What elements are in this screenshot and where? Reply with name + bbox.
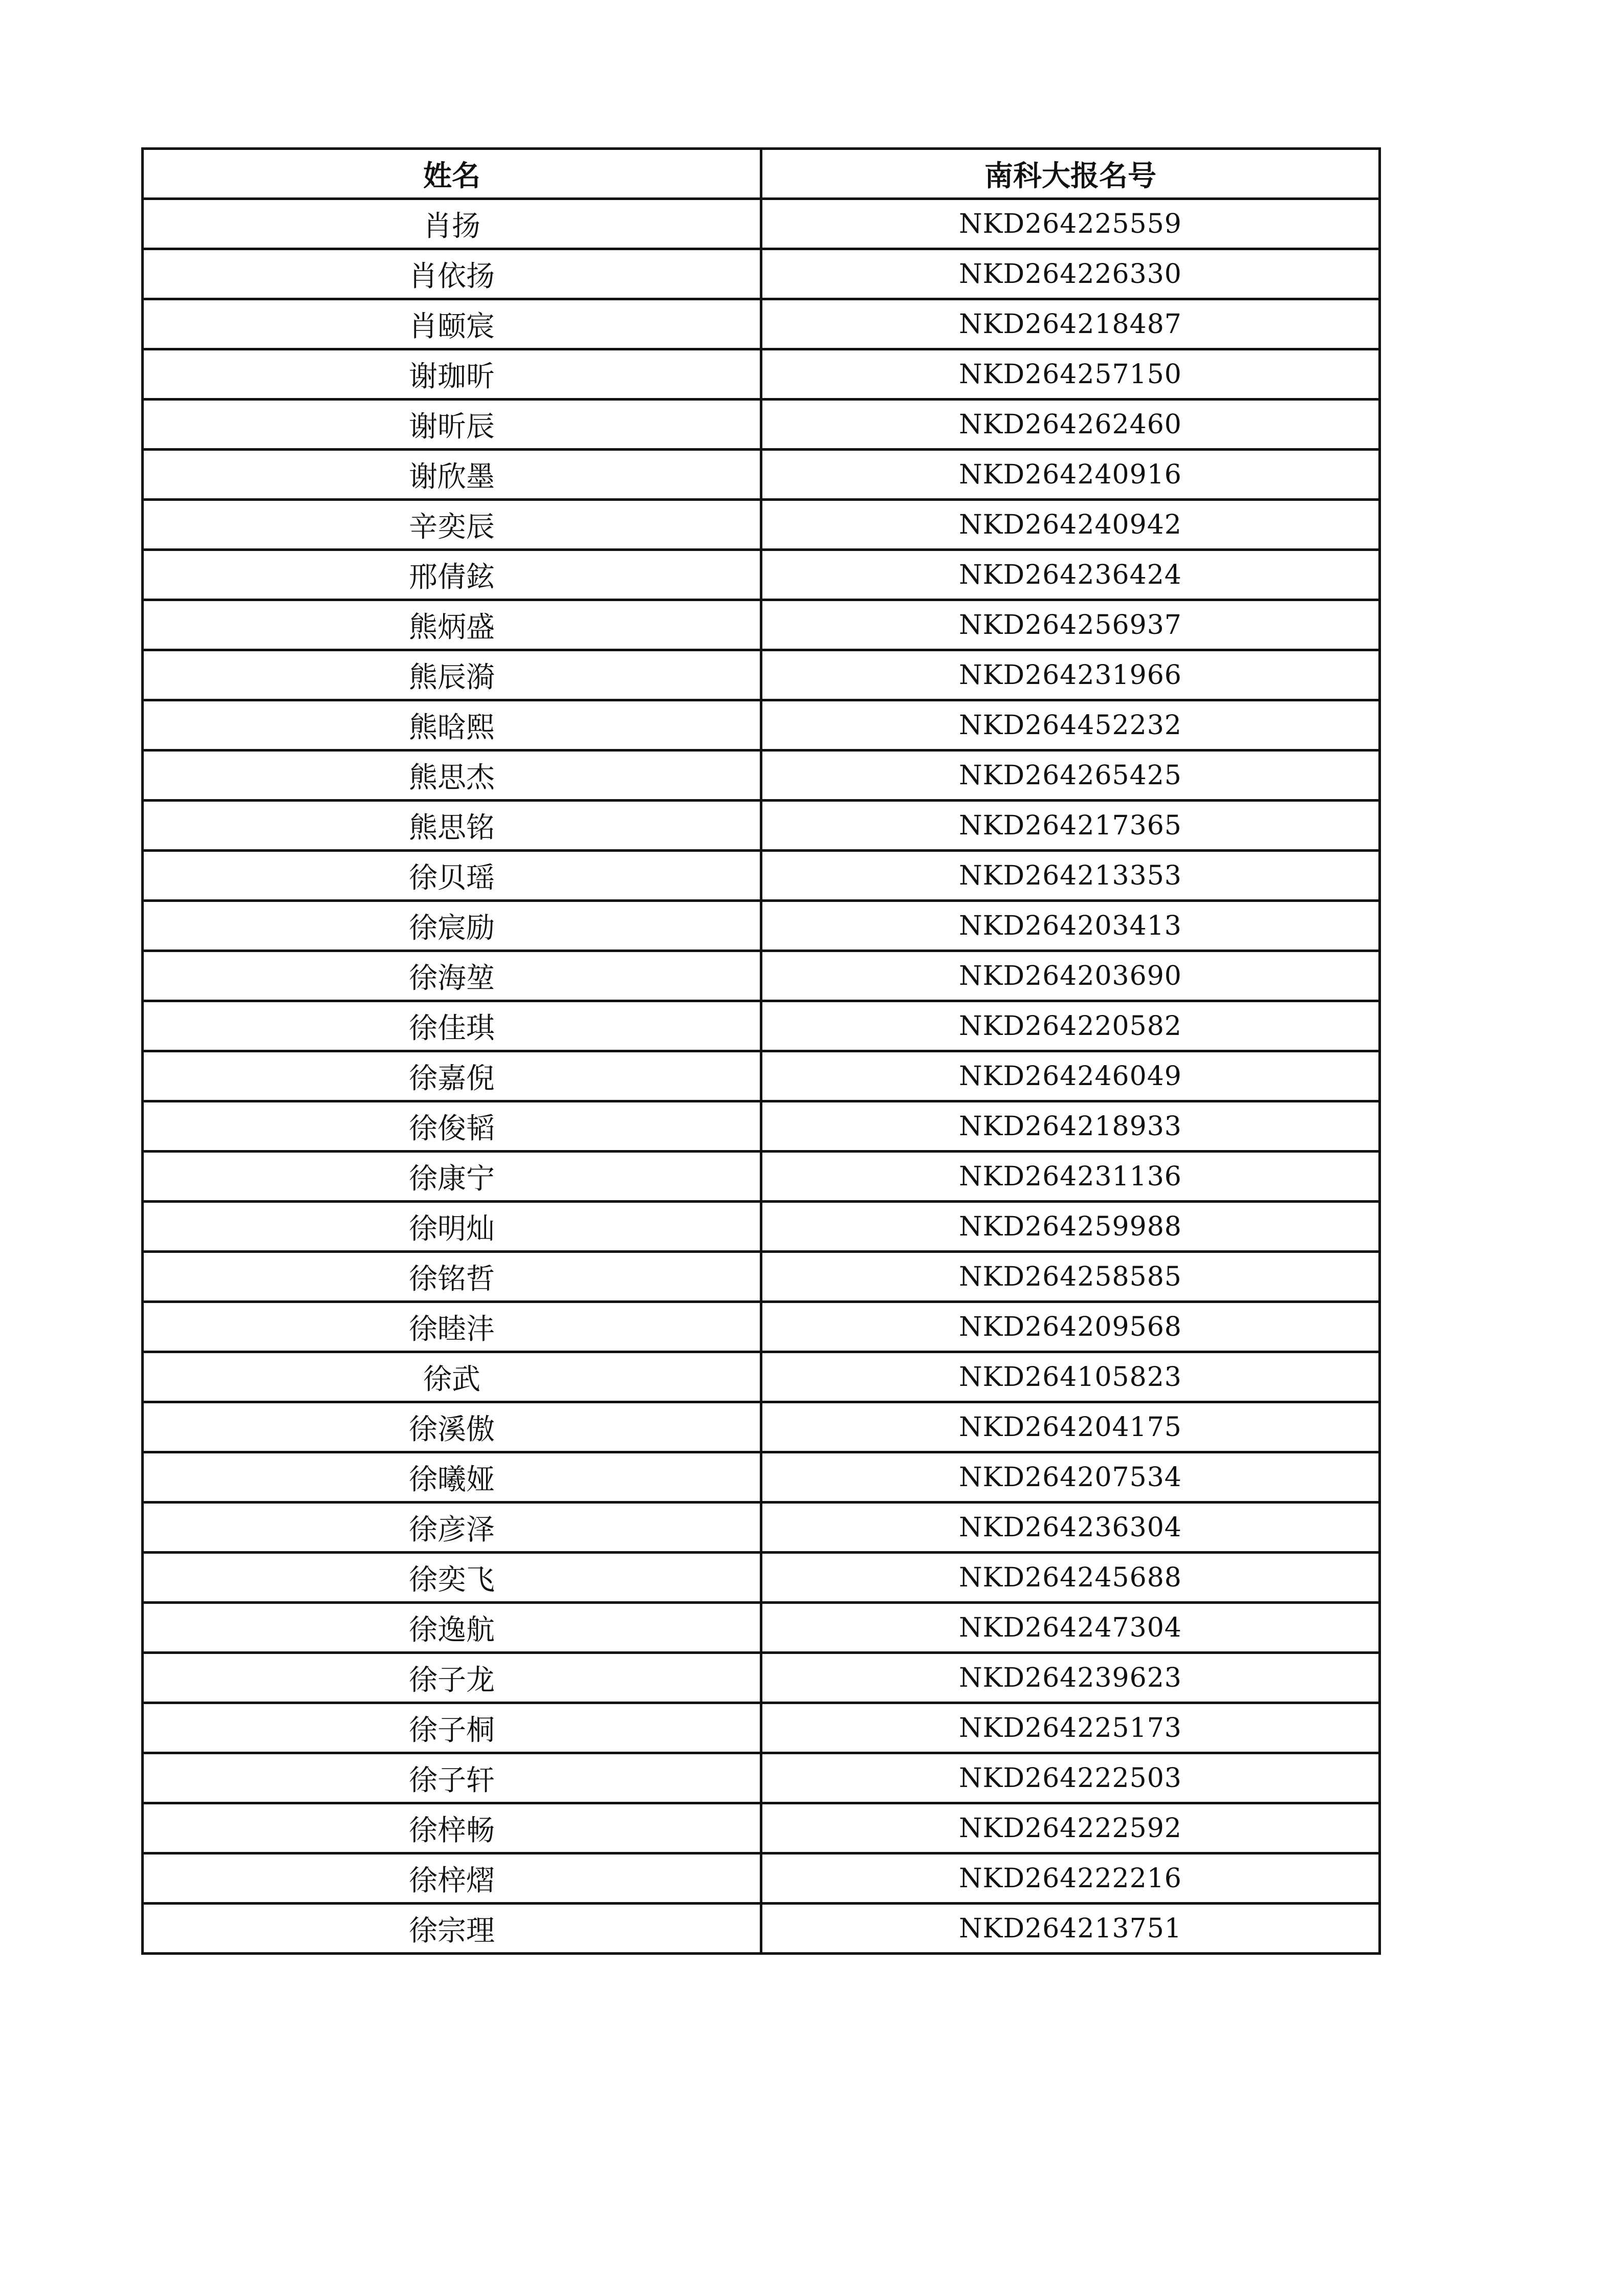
table-row [143, 500, 1380, 550]
cell-registration-number: NKD264257150 [761, 349, 1380, 400]
registration-table [141, 147, 1381, 1955]
cell-registration-number: NKD264209568 [761, 1302, 1380, 1352]
table-row [143, 1703, 1380, 1753]
cell-registration-number: NKD264204175 [761, 1402, 1380, 1452]
cell-registration-number: NKD264262460 [761, 400, 1380, 450]
cell-student-name: 徐梓畅 [143, 1803, 761, 1853]
cell-registration-number: NKD264452232 [761, 700, 1380, 750]
cell-registration-number: NKD264245688 [761, 1553, 1380, 1603]
table-row [143, 700, 1380, 750]
cell-registration-number: NKD264231966 [761, 650, 1380, 700]
cell-registration-number: NKD264213751 [761, 1904, 1380, 1954]
cell-registration-number: NKD264226330 [761, 249, 1380, 299]
table-row [143, 299, 1380, 349]
cell-student-name: 熊思铭 [143, 801, 761, 851]
table-header-row [143, 149, 1380, 199]
table-body [143, 199, 1380, 1954]
table-row [143, 600, 1380, 650]
cell-student-name: 谢珈昕 [143, 349, 761, 400]
table-row [143, 1553, 1380, 1603]
table-row [143, 1152, 1380, 1202]
cell-student-name: 徐铭哲 [143, 1252, 761, 1302]
cell-student-name: 徐曦娅 [143, 1452, 761, 1503]
cell-student-name: 徐奕飞 [143, 1553, 761, 1603]
cell-registration-number: NKD264240942 [761, 500, 1380, 550]
table-row [143, 1001, 1380, 1051]
table-row [143, 650, 1380, 700]
table-row [143, 1352, 1380, 1402]
cell-student-name: 肖扬 [143, 199, 761, 249]
cell-registration-number: NKD264225559 [761, 199, 1380, 249]
cell-student-name: 徐宗理 [143, 1904, 761, 1954]
cell-student-name: 徐佳琪 [143, 1001, 761, 1051]
cell-student-name: 徐嘉倪 [143, 1051, 761, 1101]
cell-registration-number: NKD264265425 [761, 750, 1380, 801]
table-row [143, 1402, 1380, 1452]
table-row [143, 249, 1380, 299]
table-row [143, 1302, 1380, 1352]
cell-registration-number: NKD264239623 [761, 1653, 1380, 1703]
column-header-name: 姓名 [143, 149, 761, 199]
cell-student-name: 徐海堃 [143, 951, 761, 1001]
table-row [143, 349, 1380, 400]
table-row [143, 801, 1380, 851]
cell-registration-number: NKD264203413 [761, 901, 1380, 951]
cell-student-name: 肖颐宸 [143, 299, 761, 349]
table-row [143, 851, 1380, 901]
cell-registration-number: NKD264218487 [761, 299, 1380, 349]
cell-registration-number: NKD264218933 [761, 1101, 1380, 1152]
cell-student-name: 徐溪傲 [143, 1402, 761, 1452]
table-row [143, 1202, 1380, 1252]
cell-registration-number: NKD264225173 [761, 1703, 1380, 1753]
cell-student-name: 徐明灿 [143, 1202, 761, 1252]
cell-registration-number: NKD264236424 [761, 550, 1380, 600]
table-row [143, 1051, 1380, 1101]
cell-student-name: 徐武 [143, 1352, 761, 1402]
cell-registration-number: NKD264220582 [761, 1001, 1380, 1051]
cell-student-name: 徐睦沣 [143, 1302, 761, 1352]
cell-registration-number: NKD264246049 [761, 1051, 1380, 1101]
table-row [143, 1101, 1380, 1152]
cell-registration-number: NKD264259988 [761, 1202, 1380, 1252]
cell-registration-number: NKD264236304 [761, 1503, 1380, 1553]
registration-sheet [141, 147, 1378, 1955]
cell-student-name: 熊辰漪 [143, 650, 761, 700]
table-row [143, 400, 1380, 450]
cell-student-name: 熊炳盛 [143, 600, 761, 650]
cell-student-name: 徐贝瑶 [143, 851, 761, 901]
cell-student-name: 徐康宁 [143, 1152, 761, 1202]
cell-registration-number: NKD264222592 [761, 1803, 1380, 1853]
table-row [143, 750, 1380, 801]
table-row [143, 1753, 1380, 1803]
cell-registration-number: NKD264240916 [761, 450, 1380, 500]
cell-student-name: 徐逸航 [143, 1603, 761, 1653]
cell-student-name: 谢欣墨 [143, 450, 761, 500]
table-row [143, 951, 1380, 1001]
cell-registration-number: NKD264217365 [761, 801, 1380, 851]
column-header-registration-number: 南科大报名号 [761, 149, 1380, 199]
cell-student-name: 徐彦泽 [143, 1503, 761, 1553]
cell-student-name: 熊思杰 [143, 750, 761, 801]
cell-registration-number: NKD264222216 [761, 1853, 1380, 1904]
cell-registration-number: NKD264247304 [761, 1603, 1380, 1653]
table-row [143, 1452, 1380, 1503]
table-row [143, 550, 1380, 600]
table-row [143, 1653, 1380, 1703]
cell-registration-number: NKD264213353 [761, 851, 1380, 901]
table-row [143, 1603, 1380, 1653]
cell-student-name: 徐梓熠 [143, 1853, 761, 1904]
table-row [143, 1503, 1380, 1553]
cell-registration-number: NKD264256937 [761, 600, 1380, 650]
cell-student-name: 熊晗熙 [143, 700, 761, 750]
cell-student-name: 辛奕辰 [143, 500, 761, 550]
cell-student-name: 徐子桐 [143, 1703, 761, 1753]
table-row [143, 1803, 1380, 1853]
table-row [143, 1904, 1380, 1954]
cell-student-name: 肖依扬 [143, 249, 761, 299]
table-row [143, 1853, 1380, 1904]
cell-registration-number: NKD264231136 [761, 1152, 1380, 1202]
table-row [143, 199, 1380, 249]
cell-registration-number: NKD264203690 [761, 951, 1380, 1001]
cell-student-name: 谢昕辰 [143, 400, 761, 450]
cell-registration-number: NKD264222503 [761, 1753, 1380, 1803]
cell-registration-number: NKD264258585 [761, 1252, 1380, 1302]
table-row [143, 901, 1380, 951]
cell-registration-number: NKD264105823 [761, 1352, 1380, 1402]
cell-registration-number: NKD264207534 [761, 1452, 1380, 1503]
cell-student-name: 徐俊韬 [143, 1101, 761, 1152]
table-row [143, 1252, 1380, 1302]
cell-student-name: 徐宸励 [143, 901, 761, 951]
table-row [143, 450, 1380, 500]
cell-student-name: 邢倩鉉 [143, 550, 761, 600]
cell-student-name: 徐子轩 [143, 1753, 761, 1803]
cell-student-name: 徐子龙 [143, 1653, 761, 1703]
